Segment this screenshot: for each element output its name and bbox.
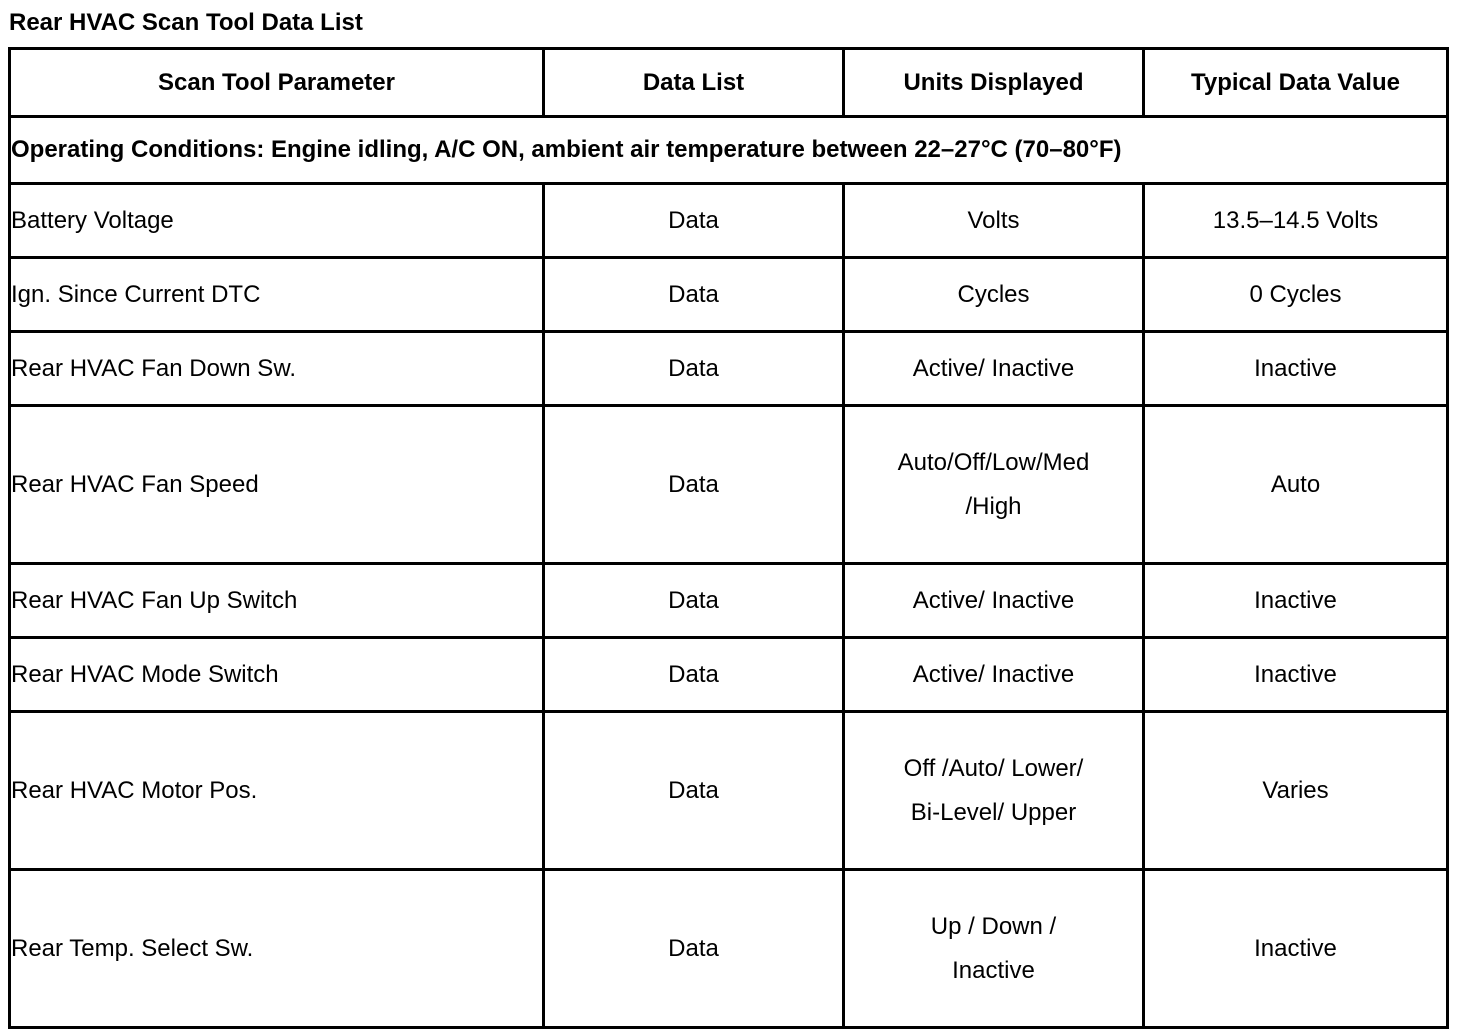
table-row: [10, 638, 1448, 712]
parameter-cell: Rear HVAC Fan Down Sw.: [10, 332, 544, 406]
column-header-parameter: Scan Tool Parameter: [10, 49, 544, 117]
operating-conditions-row: [10, 117, 1448, 184]
data-list-cell: Data: [544, 712, 844, 870]
units-line: Inactive: [952, 956, 1035, 984]
table-row: [10, 258, 1448, 332]
typical-value-cell: Auto: [1144, 406, 1448, 564]
typical-value-cell: Inactive: [1144, 564, 1448, 638]
units-line: Volts: [967, 206, 1020, 234]
column-header-typical-value: Typical Data Value: [1144, 49, 1448, 117]
units-line: Active/ Inactive: [912, 354, 1075, 382]
parameter-cell: Rear HVAC Mode Switch: [10, 638, 544, 712]
data-list-cell: Data: [544, 564, 844, 638]
units-cell: [844, 258, 1144, 332]
parameter-cell: Ign. Since Current DTC: [10, 258, 544, 332]
units-cell: [844, 712, 1144, 870]
typical-value-cell: 0 Cycles: [1144, 258, 1448, 332]
parameter-cell: Battery Voltage: [10, 184, 544, 258]
table-row: [10, 406, 1448, 564]
units-line: Active/ Inactive: [912, 586, 1075, 614]
data-list-cell: Data: [544, 870, 844, 1028]
table-row: [10, 564, 1448, 638]
units-line: Up / Down /: [930, 912, 1057, 940]
units-line: Cycles: [957, 280, 1030, 308]
units-line: Auto/Off/Low/Med: [897, 448, 1090, 476]
operating-conditions: Operating Conditions: Engine idling, A/C ON, ambient air temperature between 22–27°C (70–80°F): [10, 117, 1448, 184]
scan-tool-data-table: [8, 47, 1449, 1029]
typical-value-cell: Inactive: [1144, 870, 1448, 1028]
typical-value-cell: Varies: [1144, 712, 1448, 870]
typical-value-cell: Inactive: [1144, 332, 1448, 406]
parameter-cell: Rear Temp. Select Sw.: [10, 870, 544, 1028]
units-line: Off /Auto/ Lower/: [903, 754, 1084, 782]
table-header-row: [10, 49, 1448, 117]
typical-value-cell: Inactive: [1144, 638, 1448, 712]
parameter-cell: Rear HVAC Motor Pos.: [10, 712, 544, 870]
column-header-data-list: Data List: [544, 49, 844, 117]
document-title: Rear HVAC Scan Tool Data List: [9, 9, 363, 36]
units-cell: [844, 564, 1144, 638]
units-line: Bi-Level/ Upper: [910, 798, 1077, 826]
data-list-cell: Data: [544, 638, 844, 712]
units-cell: [844, 332, 1144, 406]
data-list-cell: Data: [544, 184, 844, 258]
units-cell: [844, 184, 1144, 258]
data-list-cell: Data: [544, 258, 844, 332]
units-line: /High: [965, 492, 1022, 520]
table-row: [10, 870, 1448, 1028]
parameter-cell: Rear HVAC Fan Speed: [10, 406, 544, 564]
data-list-cell: Data: [544, 406, 844, 564]
table-row: [10, 184, 1448, 258]
typical-value-cell: 13.5–14.5 Volts: [1144, 184, 1448, 258]
units-cell: [844, 406, 1144, 564]
parameter-cell: Rear HVAC Fan Up Switch: [10, 564, 544, 638]
table-row: [10, 712, 1448, 870]
data-list-cell: Data: [544, 332, 844, 406]
units-line: Active/ Inactive: [912, 660, 1075, 688]
table-row: [10, 332, 1448, 406]
units-cell: [844, 870, 1144, 1028]
units-cell: [844, 638, 1144, 712]
column-header-units: Units Displayed: [844, 49, 1144, 117]
